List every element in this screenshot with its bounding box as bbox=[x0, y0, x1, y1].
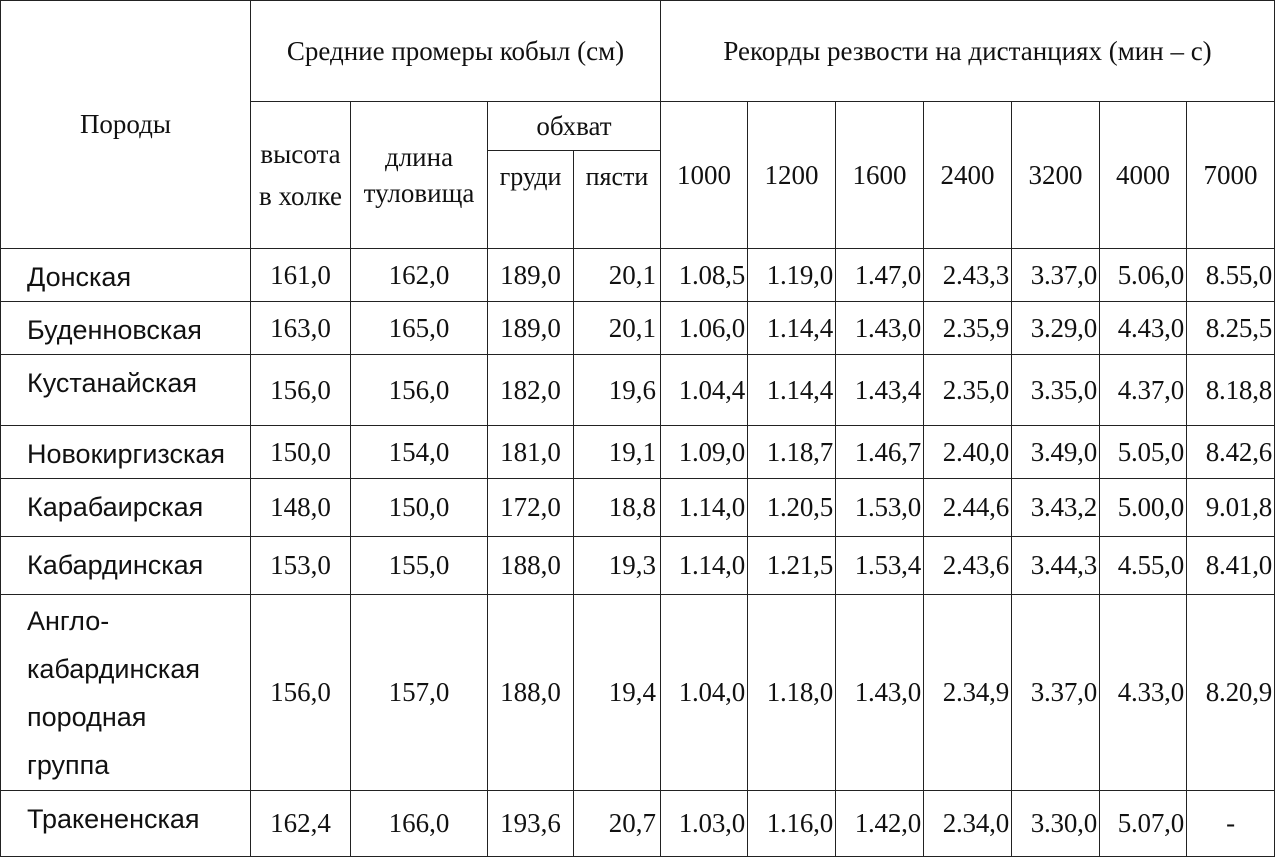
header-distance-1000: 1000 bbox=[661, 102, 748, 249]
breed-name: Тракененская bbox=[1, 791, 251, 857]
record-2400: 2.34,0 bbox=[924, 791, 1012, 857]
record-1600: 1.43,0 bbox=[836, 302, 924, 355]
table-row bbox=[1, 537, 1275, 595]
header-measures: Средние промеры кобыл (см) bbox=[251, 1, 661, 102]
record-1000: 1.08,5 bbox=[661, 249, 748, 302]
cannon-value: 19,4 bbox=[574, 595, 661, 791]
breed-name: Англо-кабардинская породная группа bbox=[1, 595, 251, 791]
record-1000: 1.14,0 bbox=[661, 479, 748, 537]
record-1200: 1.19,0 bbox=[748, 249, 836, 302]
cannon-value: 19,3 bbox=[574, 537, 661, 595]
record-3200: 3.37,0 bbox=[1012, 249, 1100, 302]
cannon-value: 20,1 bbox=[574, 249, 661, 302]
record-1200: 1.18,0 bbox=[748, 595, 836, 791]
record-7000: 8.55,0 bbox=[1187, 249, 1275, 302]
record-1200: 1.21,5 bbox=[748, 537, 836, 595]
record-3200: 3.43,2 bbox=[1012, 479, 1100, 537]
chest-value: 182,0 bbox=[488, 355, 574, 426]
cannon-value: 20,1 bbox=[574, 302, 661, 355]
header-distance-2400: 2400 bbox=[924, 102, 1012, 249]
cannon-value: 19,6 bbox=[574, 355, 661, 426]
record-3200: 3.29,0 bbox=[1012, 302, 1100, 355]
height-value: 156,0 bbox=[251, 595, 351, 791]
record-4000: 4.55,0 bbox=[1100, 537, 1187, 595]
breed-name: Новокиргизская bbox=[1, 426, 251, 479]
breed-name: Кабардинская bbox=[1, 537, 251, 595]
table-row bbox=[1, 479, 1275, 537]
record-4000: 5.00,0 bbox=[1100, 479, 1187, 537]
length-value: 157,0 bbox=[351, 595, 488, 791]
record-3200: 3.49,0 bbox=[1012, 426, 1100, 479]
record-1200: 1.18,7 bbox=[748, 426, 836, 479]
record-1000: 1.03,0 bbox=[661, 791, 748, 857]
record-1000: 1.14,0 bbox=[661, 537, 748, 595]
header-distance-1600: 1600 bbox=[836, 102, 924, 249]
header-distance-1200: 1200 bbox=[748, 102, 836, 249]
height-value: 148,0 bbox=[251, 479, 351, 537]
record-1000: 1.04,0 bbox=[661, 595, 748, 791]
height-value: 163,0 bbox=[251, 302, 351, 355]
record-3200: 3.30,0 bbox=[1012, 791, 1100, 857]
length-value: 155,0 bbox=[351, 537, 488, 595]
chest-value: 188,0 bbox=[488, 537, 574, 595]
length-value: 166,0 bbox=[351, 791, 488, 857]
chest-value: 193,6 bbox=[488, 791, 574, 857]
record-7000: 8.41,0 bbox=[1187, 537, 1275, 595]
record-1600: 1.46,7 bbox=[836, 426, 924, 479]
header-length: длина туловища bbox=[351, 102, 488, 249]
record-1600: 1.43,4 bbox=[836, 355, 924, 426]
table-row bbox=[1, 595, 1275, 791]
length-value: 150,0 bbox=[351, 479, 488, 537]
record-4000: 4.33,0 bbox=[1100, 595, 1187, 791]
record-4000: 4.43,0 bbox=[1100, 302, 1187, 355]
record-4000: 4.37,0 bbox=[1100, 355, 1187, 426]
record-7000: 8.20,9 bbox=[1187, 595, 1275, 791]
header-breeds: Породы bbox=[1, 1, 251, 249]
record-1600: 1.47,0 bbox=[836, 249, 924, 302]
record-3200: 3.35,0 bbox=[1012, 355, 1100, 426]
record-1600: 1.42,0 bbox=[836, 791, 924, 857]
record-4000: 5.07,0 bbox=[1100, 791, 1187, 857]
record-1200: 1.16,0 bbox=[748, 791, 836, 857]
record-1200: 1.20,5 bbox=[748, 479, 836, 537]
breed-name: Донская bbox=[1, 249, 251, 302]
record-2400: 2.35,0 bbox=[924, 355, 1012, 426]
chest-value: 189,0 bbox=[488, 249, 574, 302]
length-value: 156,0 bbox=[351, 355, 488, 426]
height-value: 156,0 bbox=[251, 355, 351, 426]
header-distance-4000: 4000 bbox=[1100, 102, 1187, 249]
header-records: Рекорды резвости на дистанциях (мин – с) bbox=[661, 1, 1275, 102]
record-4000: 5.05,0 bbox=[1100, 426, 1187, 479]
height-value: 153,0 bbox=[251, 537, 351, 595]
record-7000: - bbox=[1187, 791, 1275, 857]
chest-value: 172,0 bbox=[488, 479, 574, 537]
chest-value: 181,0 bbox=[488, 426, 574, 479]
header-girth: обхват bbox=[488, 102, 661, 151]
record-7000: 9.01,8 bbox=[1187, 479, 1275, 537]
record-3200: 3.37,0 bbox=[1012, 595, 1100, 791]
table-row bbox=[1, 249, 1275, 302]
height-value: 161,0 bbox=[251, 249, 351, 302]
record-7000: 8.42,6 bbox=[1187, 426, 1275, 479]
record-7000: 8.25,5 bbox=[1187, 302, 1275, 355]
record-7000: 8.18,8 bbox=[1187, 355, 1275, 426]
record-2400: 2.40,0 bbox=[924, 426, 1012, 479]
table-row bbox=[1, 791, 1275, 857]
record-2400: 2.43,3 bbox=[924, 249, 1012, 302]
record-2400: 2.44,6 bbox=[924, 479, 1012, 537]
record-2400: 2.35,9 bbox=[924, 302, 1012, 355]
cannon-value: 20,7 bbox=[574, 791, 661, 857]
chest-value: 188,0 bbox=[488, 595, 574, 791]
record-1200: 1.14,4 bbox=[748, 355, 836, 426]
breed-name: Буденновская bbox=[1, 302, 251, 355]
cannon-value: 19,1 bbox=[574, 426, 661, 479]
record-1200: 1.14,4 bbox=[748, 302, 836, 355]
header-chest: груди bbox=[488, 151, 574, 249]
header-distance-3200: 3200 bbox=[1012, 102, 1100, 249]
table-row bbox=[1, 426, 1275, 479]
header-height: высота в холке bbox=[251, 102, 351, 249]
record-1000: 1.04,4 bbox=[661, 355, 748, 426]
record-1600: 1.53,0 bbox=[836, 479, 924, 537]
height-value: 162,4 bbox=[251, 791, 351, 857]
record-2400: 2.34,9 bbox=[924, 595, 1012, 791]
record-1600: 1.53,4 bbox=[836, 537, 924, 595]
header-cannon: пясти bbox=[574, 151, 661, 249]
record-3200: 3.44,3 bbox=[1012, 537, 1100, 595]
cannon-value: 18,8 bbox=[574, 479, 661, 537]
record-2400: 2.43,6 bbox=[924, 537, 1012, 595]
breed-name: Карабаирская bbox=[1, 479, 251, 537]
length-value: 154,0 bbox=[351, 426, 488, 479]
table-row bbox=[1, 355, 1275, 426]
length-value: 162,0 bbox=[351, 249, 488, 302]
record-1600: 1.43,0 bbox=[836, 595, 924, 791]
record-1000: 1.09,0 bbox=[661, 426, 748, 479]
table-row bbox=[1, 302, 1275, 355]
record-1000: 1.06,0 bbox=[661, 302, 748, 355]
length-value: 165,0 bbox=[351, 302, 488, 355]
header-distance-7000: 7000 bbox=[1187, 102, 1275, 249]
breed-name: Кустанайская bbox=[1, 355, 251, 426]
height-value: 150,0 bbox=[251, 426, 351, 479]
chest-value: 189,0 bbox=[488, 302, 574, 355]
record-4000: 5.06,0 bbox=[1100, 249, 1187, 302]
